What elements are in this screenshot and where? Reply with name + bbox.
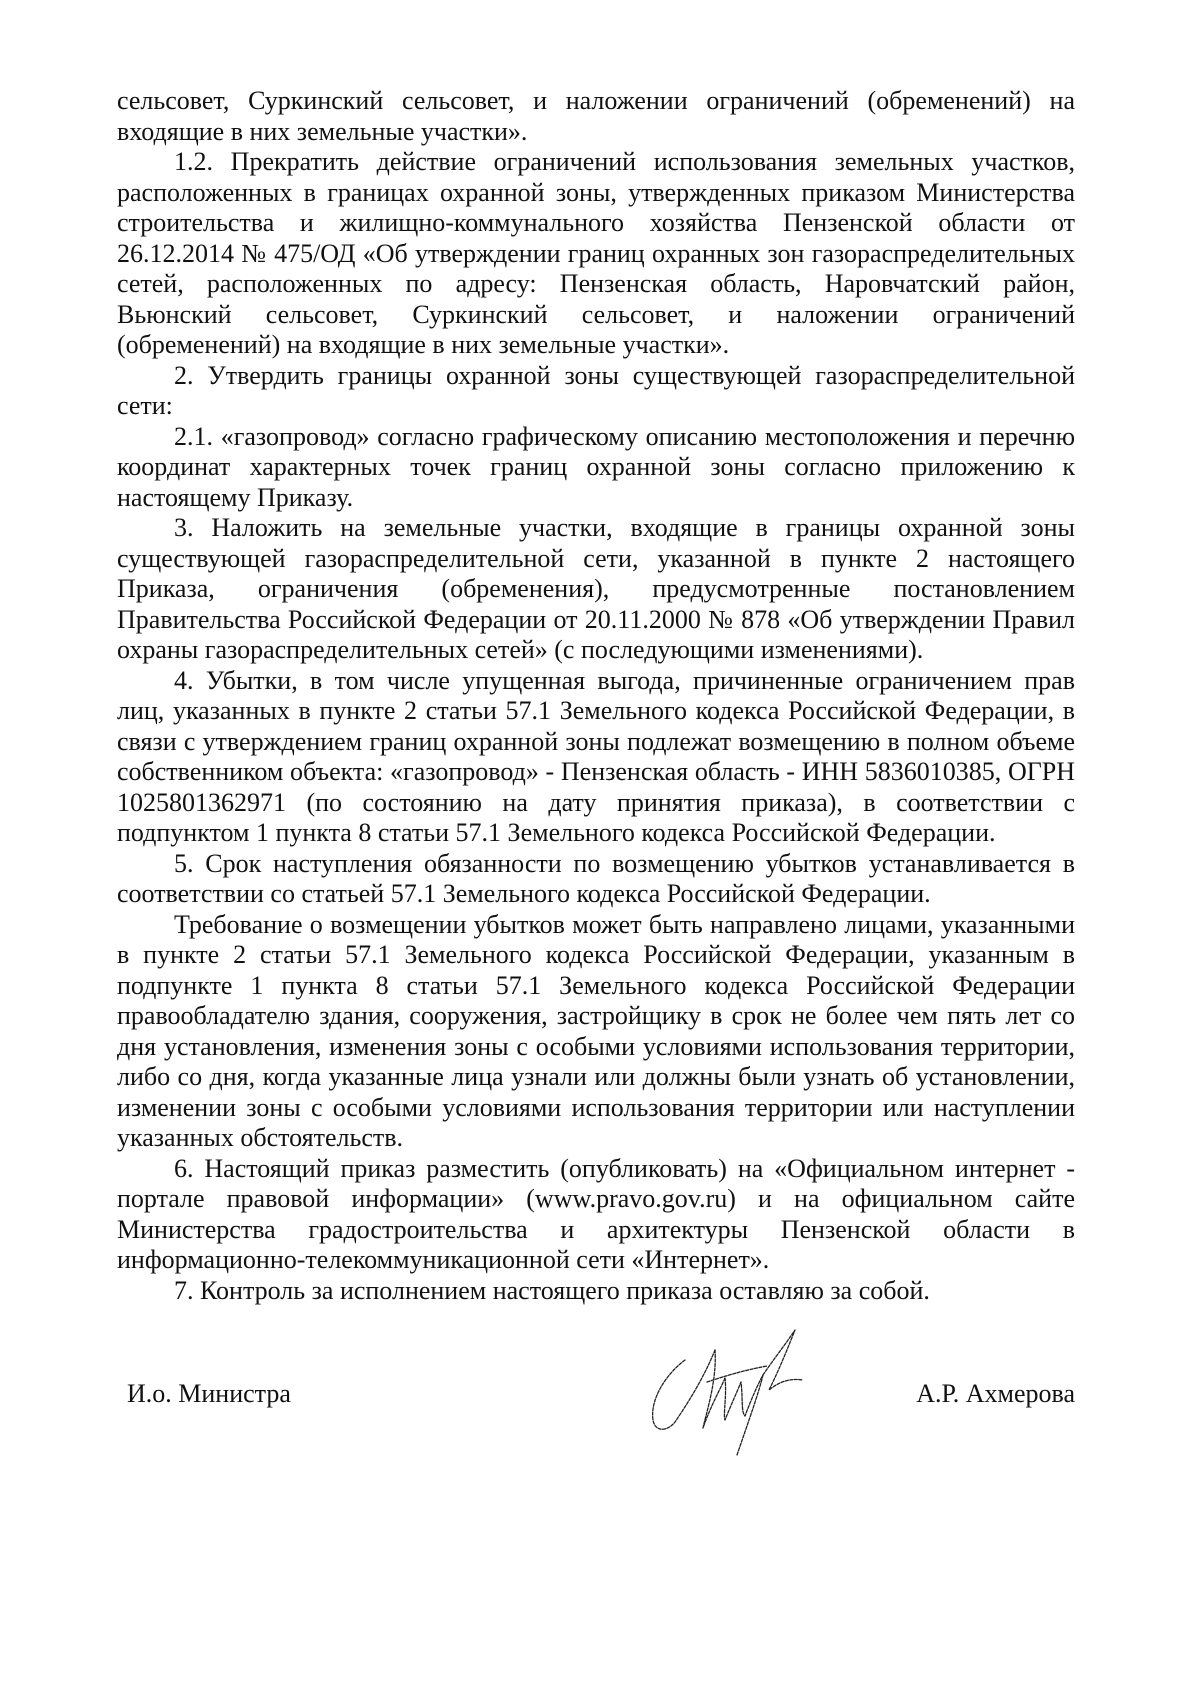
handwritten-signature bbox=[645, 1320, 835, 1470]
paragraph-2: 2. Утвердить границы охранной зоны существующей газораспределительной сети: bbox=[117, 360, 1075, 420]
paragraph-2-1: 2.1. «газопровод» согласно графическому описанию местоположения и перечню координат характерных точек границ охранной зоны согласно приложению к настоящему Приказу. bbox=[117, 421, 1075, 512]
paragraph-1-2: 1.2. Прекратить действие ограничений использования земельных участков, расположенных в границах охранной зоны, утвержденных приказом Министерства строительства и жилищно-коммунального хозяйства Пензенской области от 26.12.2014 № 475/ОД «Об утверждении границ охранных зон газораспределительных сетей, расположенных по адресу: Пензенская область, Наровчатский район, Вьюнский сельсовет, Суркинский сельсовет, и наложении ограничений (обременений) на входящие в них земельные участки». bbox=[117, 147, 1075, 359]
paragraph-6: 6. Настоящий приказ разместить (опубликовать) на «Официальном интернет - портале правовой информации» (www.pravo.gov.ru) и на официальном сайте Министерства градостроительства и архитектуры Пензенской области в информационно-телекоммуникационной сети «Интернет». bbox=[117, 1153, 1075, 1274]
paragraph-3: 3. Наложить на земельные участки, входящие в границы охранной зоны существующей газораспределительной сети, указанной в пункте 2 настоящего Приказа, ограничения (обременения), предусмотренные постановлением Правительства Российской Федерации от 20.11.2000 № 878 «Об утверждении Правил охраны газораспределительных сетей» (с последующими изменениями). bbox=[117, 513, 1075, 664]
signatory-name: А.Р. Ахмерова bbox=[916, 1379, 1075, 1408]
paragraph-7: 7. Контроль за исполнением настоящего приказа оставляю за собой. bbox=[174, 1275, 930, 1305]
document-body bbox=[117, 86, 1075, 1306]
paragraph-5-requirement: Требование о возмещении убытков может быть направлено лицами, указанными в пункте 2 статьи 57.1 Земельного кодекса Российской Федерации, указанным в подпункте 1 пункта 8 статьи 57.1 Земельного кодекса Российской Федерации правообладателю здания, сооружения, застройщику в срок не более чем пять лет со дня установления, изменения зоны с особыми условиями использования территории, либо со дня, когда указанные лица узнали или должны были узнать об установлении, изменении зоны с особыми условиями использования территории или наступлении указанных обстоятельств. bbox=[117, 909, 1075, 1152]
paragraph-continuation: сельсовет, Суркинский сельсовет, и наложении ограничений (обременений) на входящие в них земельные участки». bbox=[117, 86, 1075, 146]
signature-block bbox=[117, 1379, 1075, 1419]
paragraph-5: 5. Срок наступления обязанности по возмещению убытков устанавливается в соответствии со статьей 57.1 Земельного кодекса Российской Федерации. bbox=[117, 848, 1075, 908]
paragraph-4: 4. Убытки, в том числе упущенная выгода, причиненные ограничением прав лиц, указанных в пункте 2 статьи 57.1 Земельного кодекса Российской Федерации, в связи с утверждением границ охранной зоны подлежат возмещению в полном объеме собственником объекта: «газопровод» - Пензенская область - ИНН 5836010385, ОГРН 1025801362971 (по состоянию на дату принятия приказа), в соответствии с подпунктом 1 пункта 8 статьи 57.1 Земельного кодекса Российской Федерации. bbox=[117, 665, 1075, 847]
signatory-position: И.о. Министра bbox=[127, 1379, 291, 1408]
